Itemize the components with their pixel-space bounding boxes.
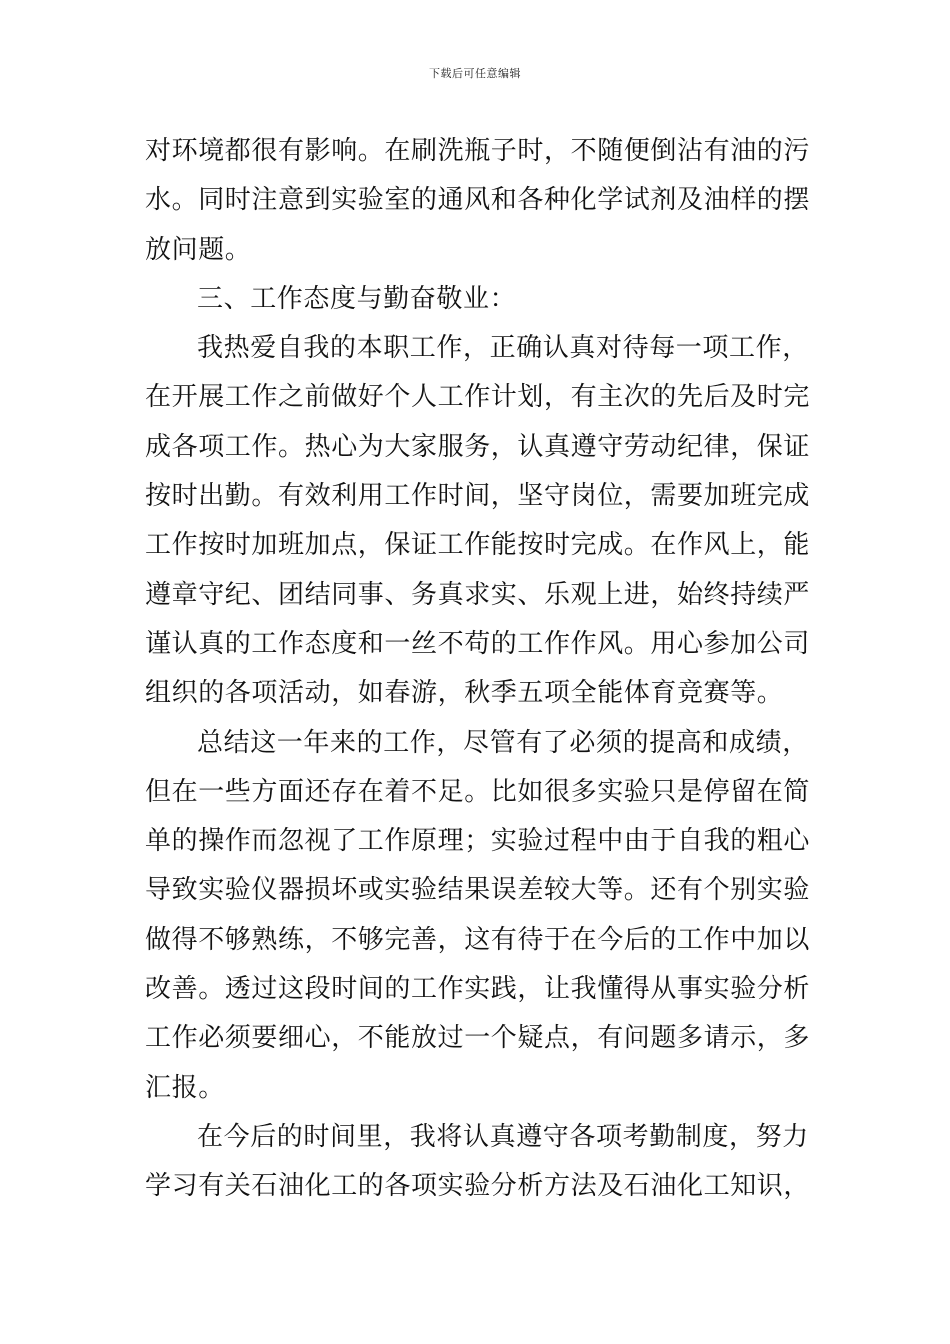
text-line: 学习有关石油化工的各项实验分析方法及石油化工知识， bbox=[145, 1171, 811, 1202]
text-line: 在开展工作之前做好个人工作计划，有主次的先后及时完 bbox=[145, 382, 811, 413]
text-line: 导致实验仪器损坏或实验结果误差较大等。还有个别实验 bbox=[145, 875, 811, 906]
text-line: 遵章守纪、团结同事、务真求实、乐观上进，始终持续严 bbox=[145, 579, 811, 610]
section-heading: 三、工作态度与勤奋敬业： bbox=[197, 283, 517, 314]
paragraph-first-line: 总结这一年来的工作，尽管有了必须的提高和成绩， bbox=[197, 727, 809, 758]
document-body bbox=[145, 127, 811, 1212]
paragraph-first-line: 我热爱自我的本职工作，正确认真对待每一项工作， bbox=[197, 333, 809, 364]
text-line: 工作按时加班加点，保证工作能按时完成。在作风上，能 bbox=[145, 530, 811, 561]
text-line: 对环境都很有影响。在刷洗瓶子时，不随便倒沾有油的污 bbox=[145, 136, 811, 166]
text-line: 谨认真的工作态度和一丝不苟的工作作风。用心参加公司 bbox=[145, 628, 811, 659]
text-line: 成各项工作。热心为大家服务，认真遵守劳动纪律，保证 bbox=[145, 431, 811, 462]
text-line: 工作必须要细心，不能放过一个疑点，有问题多请示，多 bbox=[145, 1023, 811, 1054]
text-line: 改善。透过这段时间的工作实践，让我懂得从事实验分析 bbox=[145, 974, 811, 1005]
text-line: 汇报。 bbox=[145, 1072, 225, 1103]
text-line: 组织的各项活动，如春游，秋季五项全能体育竞赛等。 bbox=[145, 678, 784, 709]
text-line: 单的操作而忽视了工作原理；实验过程中由于自我的粗心 bbox=[145, 826, 811, 857]
header-note: 下载后可任意编辑 bbox=[429, 67, 521, 80]
paragraph-first-line: 在今后的时间里，我将认真遵守各项考勤制度，努力 bbox=[197, 1121, 809, 1152]
text-line: 做得不够熟练，不够完善，这有待于在今后的工作中加以 bbox=[145, 924, 811, 955]
text-line: 水。同时注意到实验室的通风和各种化学试剂及油样的摆 bbox=[145, 185, 811, 216]
text-line: 按时出勤。有效利用工作时间，坚守岗位，需要加班完成 bbox=[145, 481, 811, 512]
text-line: 放问题。 bbox=[145, 234, 252, 265]
text-line: 但在一些方面还存在着不足。比如很多实验只是停留在简 bbox=[145, 776, 811, 807]
